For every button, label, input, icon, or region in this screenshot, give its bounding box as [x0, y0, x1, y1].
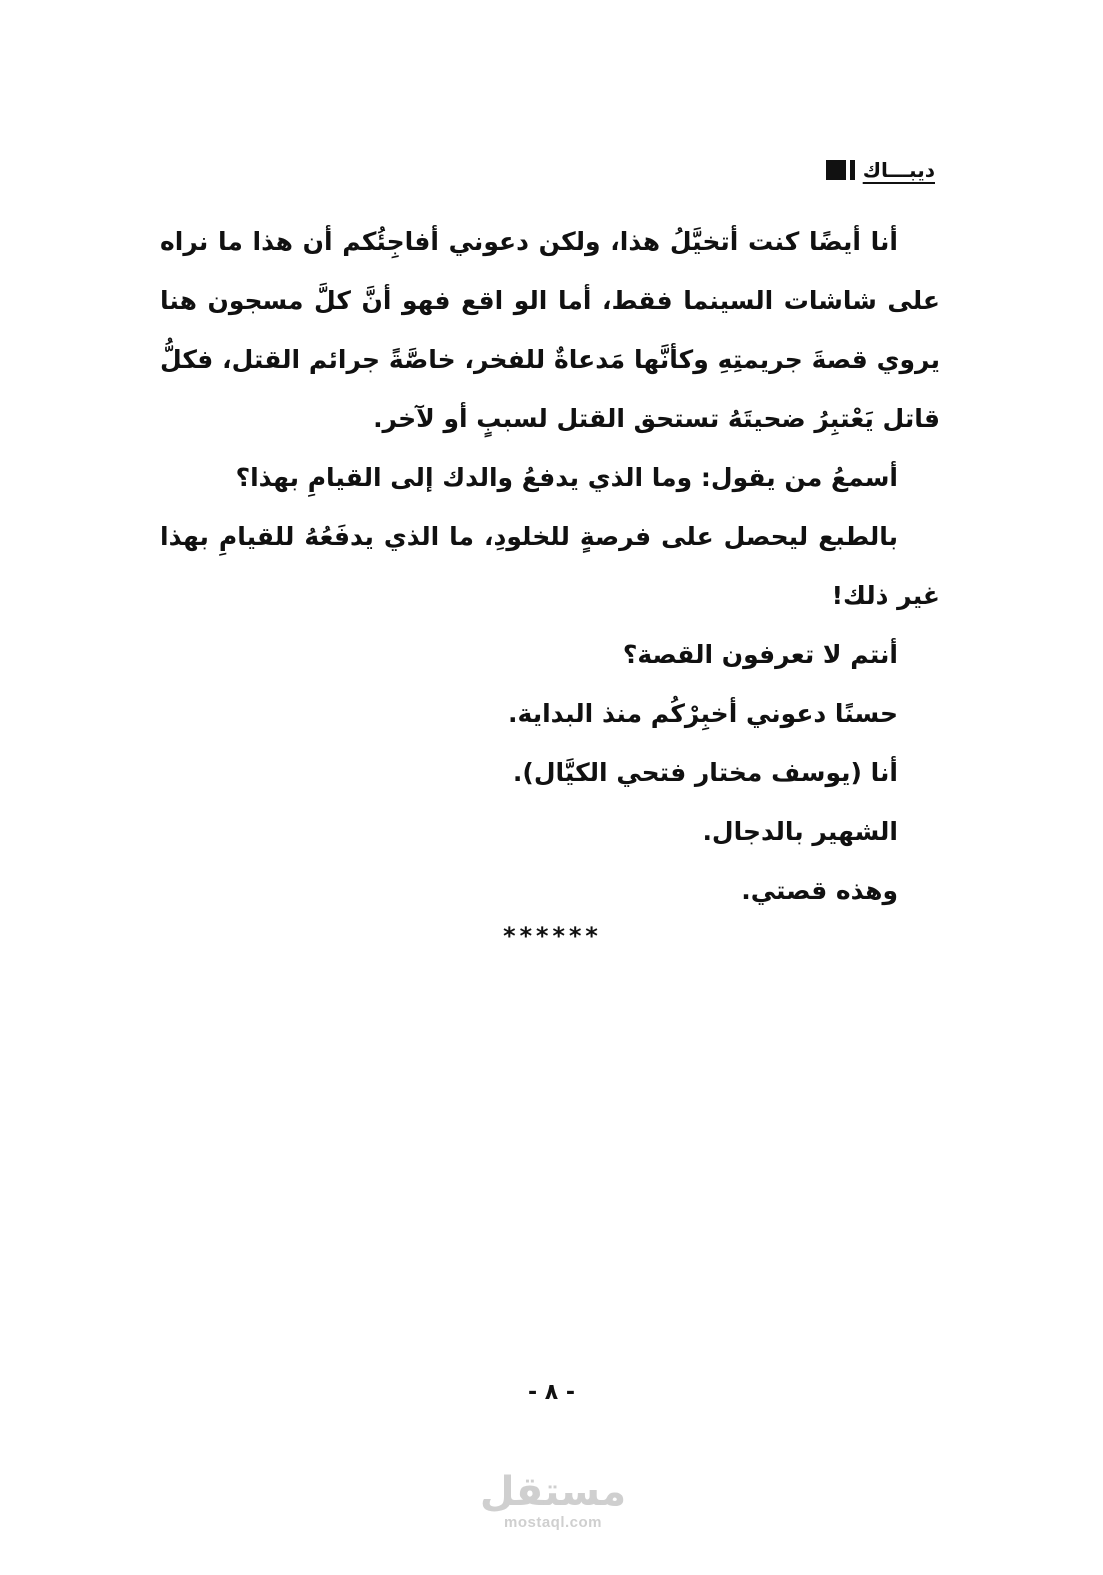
line-4: الشهير بالدجال. [702, 817, 898, 846]
line-3: أنا (يوسف مختار فتحي الكيَّال). [512, 758, 898, 787]
paragraph-1: أنا أيضًا كنت أتخيَّلُ هذا، ولكن دعوني أفاجِئُكم أن هذا ما نراه على شاشات السينما فقط، أما الو اقع فهو أنَّ كلَّ مسجون هنا يروي قصةَ جريمتِهِ وكأنَّها مَدعاةٌ للفخر، خاصَّةً جرائم القتل، فكلُّ قاتل يَعْتبِرُ ضحيتَهُ تستحق القتل لسببٍ أو لآخر. [160, 227, 940, 433]
watermark-brand-arabic: مستقل [479, 1469, 627, 1515]
running-header [826, 158, 935, 182]
section-separator: ****** [502, 922, 601, 950]
header-marker-icon [826, 160, 855, 180]
watermark-logo [478, 1470, 628, 1531]
paragraph-3: بالطبع ليحصل على فرصةٍ للخلودِ، ما الذي يدفَعُهُ للقيامِ بهذا غير ذلك! [160, 522, 940, 610]
page-body [160, 212, 940, 920]
paragraph-2: أسمعُ من يقول: وما الذي يدفعُ والدك إلى القيامِ بهذا؟ [235, 463, 898, 492]
line-1: أنتم لا تعرفون القصة؟ [622, 640, 898, 669]
page-number: - ٨ - [527, 1380, 576, 1405]
watermark-brand-url: mostaql.com [503, 1514, 603, 1531]
line-5: وهذه قصتي. [741, 876, 898, 905]
line-2: حسنًا دعوني أخبِرْكُم منذ البداية. [508, 699, 898, 728]
book-title: ديبـــاك [862, 158, 935, 182]
